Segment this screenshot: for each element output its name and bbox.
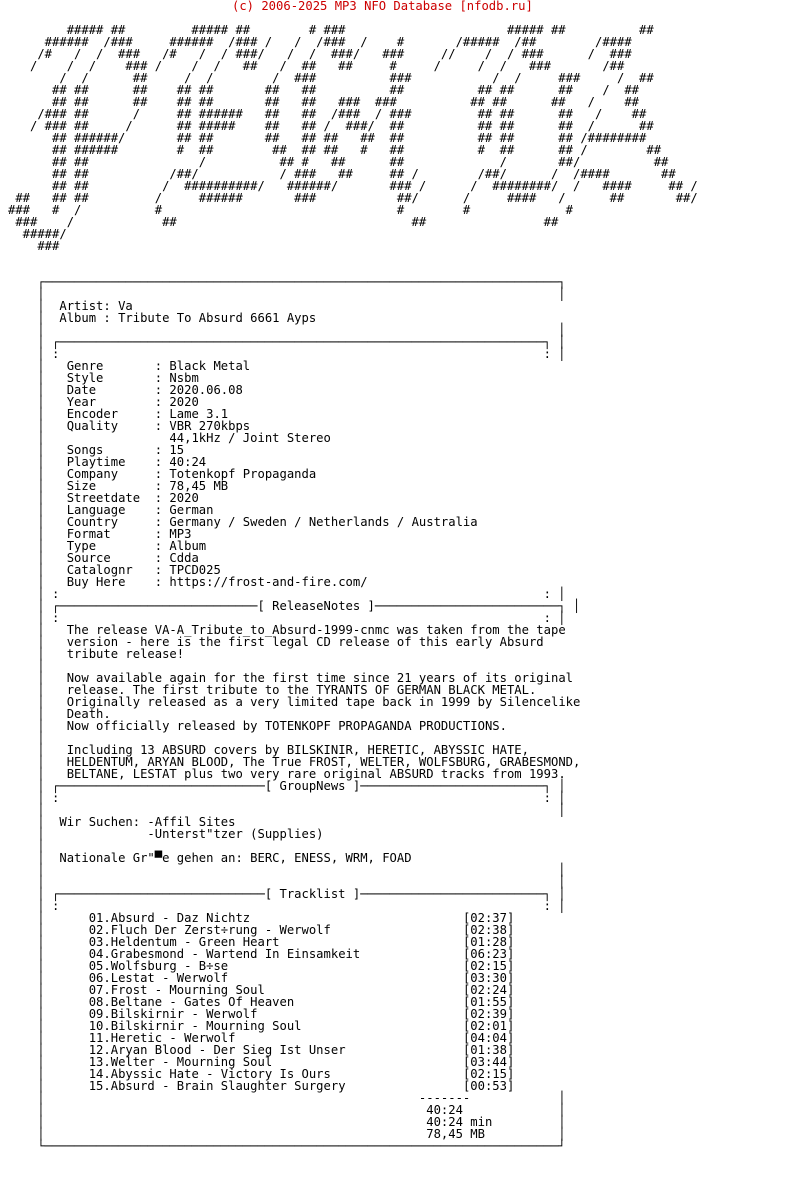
info-line: Size : 78,45 MB <box>66 479 229 493</box>
info-line: Format : MP3 <box>66 527 192 541</box>
track-title: 09.Bilskirnir - Werwolf <box>88 1007 258 1021</box>
release-note-line: Now available again for the first time since 21 years of its original <box>66 671 573 685</box>
track-duration: [01:55] <box>462 995 515 1009</box>
group-news-line: -Unterst"tzer (Supplies) <box>59 827 324 841</box>
info-line: Playtime : 40:24 <box>66 455 207 469</box>
release-notes-title: [ ReleaseNotes ] <box>257 599 375 613</box>
info-line: Type : Album <box>66 539 207 553</box>
group-news-line: Wir Suchen: -Affil Sites <box>59 815 236 829</box>
ascii-logo: ##### ## ##### ## # ### ##### ## ## ###### /### ###### /### / / /### / # /##### /## /#### /# / / ### /# / / ###/ / / ###/ ### // / / ### / ### / / / ### / / / ## / ## ## # / / / ### /## / / ## / / / ### ### / / ### / ## ## ## ## ## ## ## ## ## ## ## ## / ## ## ## ## ## ## ## ## ### ### ## ## ## / ## /### ## / ## ###### ## ## /### / ### ## ## ## / ## / ### ## / ## ##### ## ## / ###/ ## ## ## ## / ## ## ######/ ## ## ## ## ## ## ## ## ## ## /######## ## ###### # ## ## ## ## # ## # ## ## / ## ## ## / ## # ## ## / ##/ ## ## ## /##/ / ### ## ## / /##/ / /#### ## ## ## / ##########/ ######/ ### / / ########/ / #### ## / ## ## ## / ###### ### ##/ / #### / ## ##/ ### # / # # # # ### / ## ## ## #####/ ### <box>8 23 698 253</box>
track-duration: [02:38] <box>462 923 515 937</box>
release-note-line: Death. <box>66 707 111 721</box>
track-duration: [02:37] <box>462 911 515 925</box>
track-duration: [03:44] <box>462 1055 515 1069</box>
info-line: Country : Germany / Sweden / Netherlands / Australia <box>66 515 478 529</box>
track-duration: [02:15] <box>462 1067 515 1081</box>
total-playtime-min: 40:24 min <box>426 1115 493 1129</box>
release-note-line: tribute release! <box>66 647 185 661</box>
track-duration: [02:01] <box>462 1019 515 1033</box>
info-line: Source : Cdda <box>66 551 199 565</box>
info-line: Songs : 15 <box>66 443 185 457</box>
track-duration: [02:39] <box>462 1007 515 1021</box>
track-title: 05.Wolfsburg - B÷se <box>88 959 229 973</box>
group-news-title: [ GroupNews ] <box>264 779 361 793</box>
track-title: 01.Absurd - Daz Nichtz <box>88 911 251 925</box>
group-news-line: Nationale Gr"▀e gehen an: BERC, ENESS, WRM, FOAD <box>59 851 412 865</box>
track-title: 02.Fluch Der Zerst÷rung - Werwolf <box>88 923 331 937</box>
track-title: 06.Lestat - Werwolf <box>88 971 229 985</box>
release-note-line: Now officially released by TOTENKOPF PROPAGANDA PRODUCTIONS. <box>66 719 507 733</box>
info-line: 44,1kHz / Joint Stereo <box>66 431 331 445</box>
info-line: Streetdate : 2020 <box>66 491 199 505</box>
track-title: 04.Grabesmond - Wartend In Einsamkeit <box>88 947 361 961</box>
info-line: Year : 2020 <box>66 395 199 409</box>
group-news: │ Wir Suchen: -Affil Sites │ -Unterst"tzer (Supplies) │ │ Nationale Gr"▀e gehen an: BERC, ENESS, WRM, FOAD <box>8 815 412 865</box>
info-line: Date : 2020.06.08 <box>66 383 243 397</box>
info-line: Style : Nsbm <box>66 371 199 385</box>
release-notes: │ The release VA-A_Tribute_to_Absurd-1999-cnmc was taken from the tape │ version - here is the first legal CD release of this early Absurd │ tribute release! │ │ Now available again for the first time since 21 years of its original │ release. The first tribute to the TYRANTS OF GERMAN BLACK METAL. │ Originally released as a very limited tape back in 1999 by Silencelike │ Death. │ Now officially released by TOTENKOPF PROPAGANDA PRODUCTIONS. │ │ Including 13 ABSURD covers by BILSKINIR, HERETIC, ABYSSIC HATE, │ HELDENTUM, ARYAN BLOOD, The True FROST, WELTER, WOLFSBURG, GRABESMOND, │ BELTANE, LESTAT plus two very rare original ABSURD tracks from 1993. <box>8 623 581 781</box>
track-duration: [00:53] <box>462 1079 515 1093</box>
release-note-line: BELTANE, LESTAT plus two very rare original ABSURD tracks from 1993. <box>66 767 566 781</box>
info-line: Quality : VBR 270kbps <box>66 419 251 433</box>
info-line: Buy Here : https://frost-and-fire.com/ <box>66 575 368 589</box>
track-title: 12.Aryan Blood - Der Sieg Ist Unser <box>88 1043 346 1057</box>
nfo-document: (c) 2006-2025 MP3 NFO Database [nfodb.ru] ##### ## ##### ## # ### ##### ## ## ###### /### ###### /### / / /### / # /##### /## /#### /# / / ### /# / / ###/ / / ###/ ### // / / ### / ### / / / ### / / / ## / ## ## # / / / ### /## / / ## / / / ### ### / / ### / ## ## ## ## ## ## ## ## ## ## ## ## / ## ## ## ## ## ## ## ## ### ### ## ## ## / ## /### ## / ## ###### ## ## /### / ### ## ## ## / ## / ### ## / ## ##### ## ## / ###/ ## ## ## ## / ## ## ######/ ## ## ## ## ## ## ## ## ## ## /######## ## ###### # ## ## ## ## # ## # ## ## / ## ## ## / ## # ## ## / ##/ ## ## ## /##/ / ### ## ## / /##/ / /#### ## ## ## / ##########/ ######/ ### / / ########/ / #### ## / ## ## ## / ###### ### ##/ / #### / ## ##/ ### # / # # # # ### / ## ## ## #####/ ### ┌──────────────────────────────────────────────────────────────────────┐ │ │ │ Artist: Va │ Album : Tribute To Absurd 6661 Ayps │ │ │ ┌──────────────────────────────────────────────────────────────────┐ │ │ : : │ │ Genre : Black Metal │ Style : Nsbm │ Date : 2020.06.08 │ Year : 2020 │ Encoder : Lame 3.1 │ Quality : VBR 270kbps │ 44,1kHz / Joint Stereo │ Songs : 15 │ Playtime : 40:24 │ Company : Totenkopf Propaganda │ Size : 78,45 MB │ Streetdate : 2020 │ Language : German │ Country : Germany / Sweden / Netherlands / Australia │ Format : MP3 │ Type : Album │ Source : Cdda │ Catalognr : TPCD025 │ Buy Here : https://frost-and-fire.com/ │ : : │ │ ┌───────────────────────────[ ReleaseNotes ]─────────────────────────┐ │ │ : : │ │ The release VA-A_Tribute_to_Absurd-1999-cnmc was taken from the tape │ version - here is the first legal CD release of this early Absurd │ tribute release! │ │ Now available again for the first time since 21 years of its original │ release. The first tribute to the TYRANTS OF GERMAN BLACK METAL. │ Originally released as a very limited tape back in 1999 by Silencelike │ Death. │ Now officially released by TOTENKOPF PROPAGANDA PRODUCTIONS. │ │ Including 13 ABSURD covers by BILSKINIR, HERETIC, ABYSSIC HATE, │ HELDENTUM, ARYAN BLOOD, The True FROST, WELTER, WOLFSBURG, GRABESMOND, │ BELTANE, LESTAT plus two very rare original ABSURD tracks from 1993. │ ┌────────────────────────────[ GroupNews ]─────────────────────────┐ │ │ : : │ │ │ │ Wir Suchen: -Affil Sites │ -Unterst"tzer (Supplies) │ │ Nationale Gr"▀e gehen an: BERC, ENESS, WRM, FOAD │ │ │ │ │ ┌────────────────────────────[ Tracklist ]─────────────────────────┐ │ │ : : │ │ 01.Absurd - Daz Nichtz [02:37] │ 02.Fluch Der Zerst÷rung - Werwolf [02:38] │ 03.Heldentum - Green Heart [01:28] │ 04.Grabesmond - Wartend In Einsamkeit [06:23] │ 05.Wolfsburg - B÷se [02:15] │ 06.Lestat - Werwolf [03:30] │ 07.Frost - Mourning Soul [02:24] │ 08.Beltane - Gates Of Heaven [01:55] │ 09.Bilskirnir - Werwolf [02:39] │ 10.Bilskirnir - Mourning Soul [02:01] │ 11.Heretic - Werwolf [04:04] │ 12.Aryan Blood - Der Sieg Ist Unser [01:38] │ 13.Welter - Mourning Soul [03:44] │ 14.Abyssic Hate - Victory Is Ours [02:15] │ 15.Absurd - Brain Slaughter Surgery [00:53] │ ------- │ │ 40:24 │ │ 40:24 min │ │ 78,45 MB │ └──────────────────────────────────────────────────────────────────────┘ <box>8 0 698 1153</box>
release-note-line: HELDENTUM, ARYAN BLOOD, The True FROST, WELTER, WOLFSBURG, GRABESMOND, <box>66 755 581 769</box>
track-duration: [03:30] <box>462 971 515 985</box>
track-title: 11.Heretic - Werwolf <box>88 1031 236 1045</box>
track-title: 07.Frost - Mourning Soul <box>88 983 265 997</box>
box-top-border: ┌──────────────────────────────────────────────────────────────────────┐ <box>37 275 566 289</box>
total-playtime: 40:24 <box>426 1103 463 1117</box>
album-line: Album : Tribute To Absurd 6661 Ayps <box>59 311 317 325</box>
release-info: │ Genre : Black Metal │ Style : Nsbm │ Date : 2020.06.08 │ Year : 2020 │ Encoder : Lame 3.1 │ Quality : VBR 270kbps │ 44,1kHz / Joint Stereo │ Songs : 15 │ Playtime : 40:24 │ Company : Totenkopf Propaganda │ Size : 78,45 MB │ Streetdate : 2020 │ Language : German │ Country : Germany / Sweden / Netherlands / Australia │ Format : MP3 │ Type : Album │ Source : Cdda │ Catalognr : TPCD025 │ Buy Here : https://frost-and-fire.com/ <box>8 359 478 589</box>
track-title: 13.Welter - Mourning Soul <box>88 1055 273 1069</box>
tracklist: │ 01.Absurd - Daz Nichtz [02:37] │ 02.Fluch Der Zerst÷rung - Werwolf [02:38] │ 03.Heldentum - Green Heart [01:28] │ 04.Grabesmond - Wartend In Einsamkeit [06:23] │ 05.Wolfsburg - B÷se [02:15] │ 06.Lestat - Werwolf [03:30] │ 07.Frost - Mourning Soul [02:24] │ 08.Beltane - Gates Of Heaven [01:55] │ 09.Bilskirnir - Werwolf [02:39] │ 10.Bilskirnir - Mourning Soul [02:01] │ 11.Heretic - Werwolf [04:04] │ 12.Aryan Blood - Der Sieg Ist Unser [01:38] │ 13.Welter - Mourning Soul [03:44] │ 14.Abyssic Hate - Victory Is Ours [02:15] │ 15.Absurd - Brain Slaughter Surgery [00:53] <box>8 911 515 1093</box>
track-title: 03.Heldentum - Green Heart <box>88 935 280 949</box>
info-line: Company : Totenkopf Propaganda <box>66 467 317 481</box>
track-duration: [02:24] <box>462 983 515 997</box>
track-title: 15.Absurd - Brain Slaughter Surgery <box>88 1079 346 1093</box>
tracklist-title: [ Tracklist ] <box>264 887 361 901</box>
info-line: Language : German <box>66 503 214 517</box>
info-line: Genre : Black Metal <box>66 359 251 373</box>
release-note-line: Including 13 ABSURD covers by BILSKINIR, HERETIC, ABYSSIC HATE, <box>66 743 529 757</box>
track-title: 10.Bilskirnir - Mourning Soul <box>88 1019 302 1033</box>
track-duration: [02:15] <box>462 959 515 973</box>
artist-line: Artist: Va <box>59 299 133 313</box>
track-title: 14.Abyssic Hate - Victory Is Ours <box>88 1067 331 1081</box>
track-title: 08.Beltane - Gates Of Heaven <box>88 995 295 1009</box>
release-note-line: version - here is the first legal CD release of this early Absurd <box>66 635 544 649</box>
total-size: 78,45 MB <box>426 1127 485 1141</box>
track-duration: [01:38] <box>462 1043 515 1057</box>
info-line: Catalognr : TPCD025 <box>66 563 221 577</box>
track-duration: [01:28] <box>462 935 515 949</box>
info-line: Encoder : Lame 3.1 <box>66 407 229 421</box>
track-duration: [04:04] <box>462 1031 515 1045</box>
release-note-line: Originally released as a very limited tape back in 1999 by Silencelike <box>66 695 581 709</box>
release-note-line: The release VA-A_Tribute_to_Absurd-1999-cnmc was taken from the tape <box>66 623 566 637</box>
release-note-line: release. The first tribute to the TYRANTS OF GERMAN BLACK METAL. <box>66 683 537 697</box>
copyright-banner: (c) 2006-2025 MP3 NFO Database [nfodb.ru] <box>232 0 533 13</box>
track-duration: [06:23] <box>462 947 515 961</box>
totals-separator: ------- <box>418 1091 471 1105</box>
